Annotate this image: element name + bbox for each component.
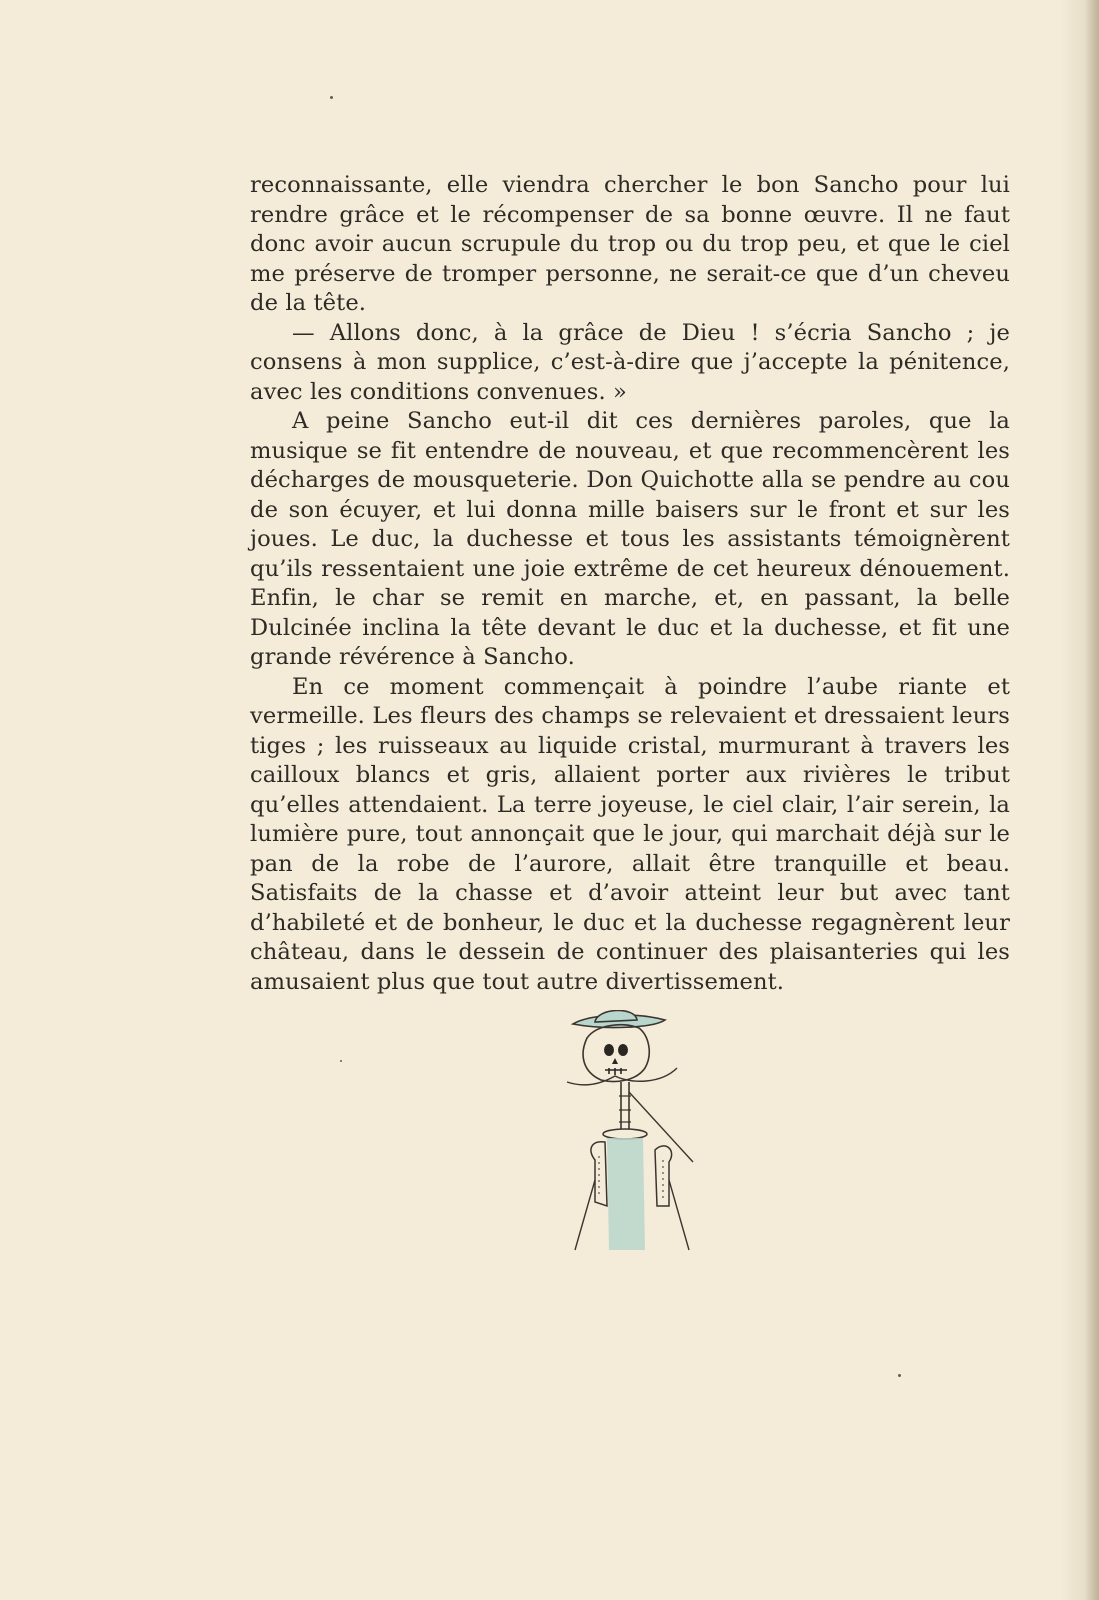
skeleton-illustration [565,1010,715,1280]
right-eye [618,1044,628,1056]
body-text [250,171,1010,997]
paper-speck [898,1374,901,1377]
paragraph: A peine Sancho eut-il dit ces dernières paroles, que la musique se fit entendre de nouveau, et que recommencèrent les décharges de mousqueterie. Don Quichotte alla se pendre au cou de son écuyer, et lui donna mille baisers sur le front et sur les joues. Le duc, la duchesse et tous les assistants témoignèrent qu’ils ressentaient une joie extrême de cet heureux dénouement. Enfin, le char se remit en marche, et, en passant, la belle Dulcinée inclina la tête devant le duc et la duchesse, et fit une grande révérence à Sancho. [250,408,1010,670]
page-edge-shadow [1085,0,1099,1600]
paragraph: — Allons donc, à la grâce de Dieu ! s’écria Sancho ; je consens à mon supplice, c’est-à-dire que j’accepte la pénitence, avec les conditions convenues. » [250,319,1010,405]
torso [607,1138,645,1250]
paper-speck [330,96,333,99]
left-sleeve [591,1142,607,1206]
paragraph: En ce moment commençait à poindre l’aube riante et vermeille. Les fleurs des champs se relevaient et dressaient leurs tiges ; les ruisseaux au liquide cristal, murmurant à travers les cailloux blancs et gris, allaient porter aux rivières le tribut qu’elles attendaient. La terre joyeuse, le ciel clair, l’air serein, la lumière pure, tout annonçait que le jour, qui marchait déjà sur le pan de la robe de l’aurore, allait être tranquille et beau. Satisfaits de la chasse et d’avoir atteint leur but avec tant d’habileté et de bonheur, le duc et la duchesse regagnèrent leur château, dans le dessein de continuer des plaisanteries qui les amusaient plus que tout autre divertissement. [250,673,1010,995]
paper-speck [340,1060,342,1062]
right-arm [669,1180,689,1250]
spine [621,1082,629,1132]
collar [603,1129,647,1139]
nose [612,1058,618,1064]
paragraph: reconnaissante, elle viendra chercher le bon Sancho pour lui rendre grâce et le récompenser de sa bonne œuvre. Il ne faut donc avoir aucun scrupule du trop ou du trop peu, et que le ciel me préserve de tromper personne, ne serait-ce que d’un cheveu de la tête. [250,172,1010,316]
skull [583,1025,649,1082]
left-arm [575,1180,595,1250]
hat-crown [595,1010,637,1022]
teeth [605,1068,627,1075]
left-eye [604,1044,614,1056]
